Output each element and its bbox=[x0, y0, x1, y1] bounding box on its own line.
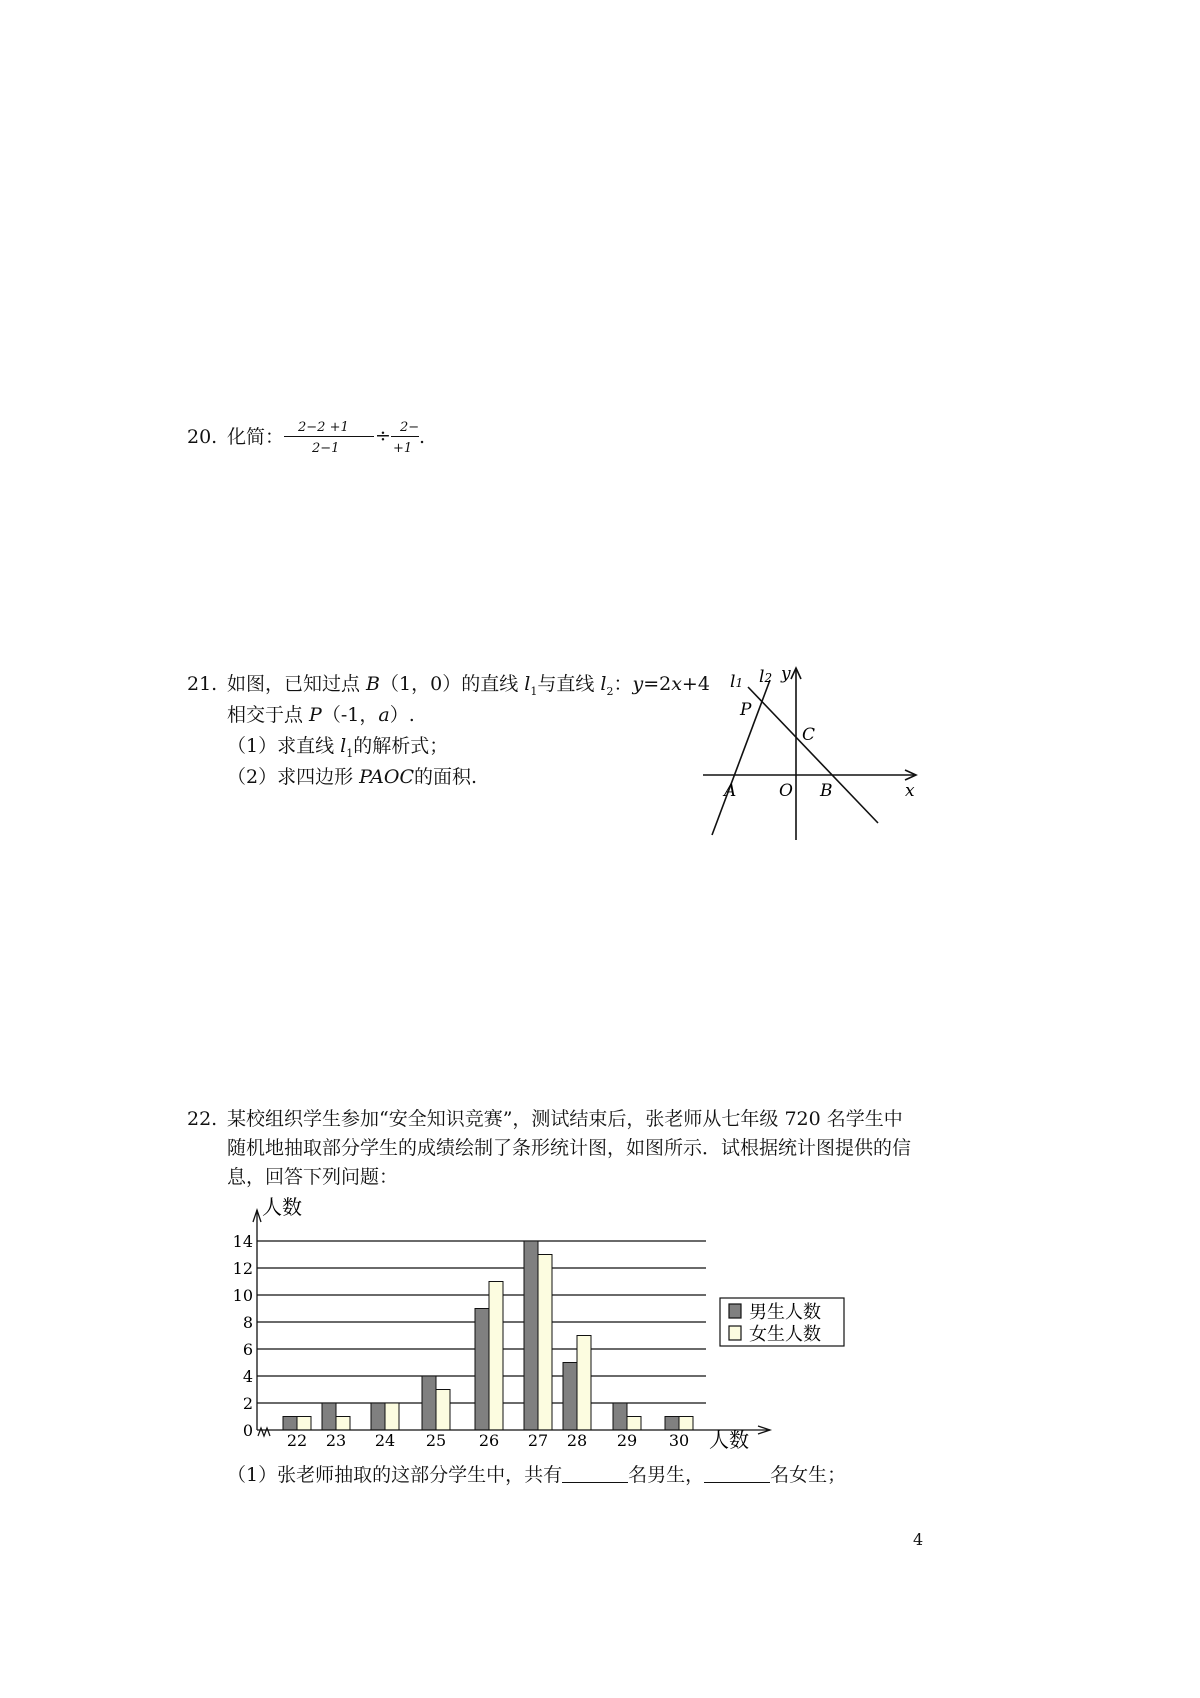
question-text-line bbox=[227, 706, 415, 725]
legend-label: 女生人数 bbox=[749, 1324, 821, 1345]
text: +4 bbox=[681, 673, 710, 695]
question-number: 22. bbox=[187, 1108, 218, 1130]
label-text: l bbox=[759, 667, 765, 687]
bar-girls bbox=[538, 1255, 552, 1431]
chart-bars bbox=[283, 1241, 693, 1430]
subscript: 1 bbox=[346, 746, 354, 760]
bar-girls bbox=[385, 1403, 399, 1430]
question-text-line bbox=[227, 675, 710, 697]
label-text: l bbox=[730, 672, 736, 692]
sub-question-2 bbox=[227, 768, 477, 787]
bar-boys bbox=[283, 1417, 297, 1431]
line-l1 bbox=[748, 687, 878, 823]
y-tick-label: 6 bbox=[242, 1340, 253, 1359]
label-point-a: A bbox=[724, 781, 737, 801]
answer-blank-boys[interactable] bbox=[562, 1466, 628, 1483]
label-point-b: B bbox=[820, 781, 833, 801]
label-origin: O bbox=[779, 781, 793, 801]
text: （1）求直线 bbox=[227, 735, 341, 757]
text: P bbox=[309, 704, 322, 726]
legend-swatch bbox=[729, 1326, 741, 1340]
bar-girls bbox=[627, 1417, 641, 1431]
x-tick-label: 26 bbox=[478, 1431, 500, 1450]
text: l bbox=[600, 673, 607, 695]
x-tick-label: 25 bbox=[425, 1431, 447, 1450]
subscript: 2 bbox=[606, 684, 614, 698]
bar-boys bbox=[475, 1309, 489, 1431]
x-tick-label: 30 bbox=[668, 1431, 690, 1450]
text: 的面积. bbox=[414, 766, 478, 788]
fraction-2-denominator: +1 bbox=[393, 441, 413, 456]
y-tick-label: 0 bbox=[242, 1421, 253, 1440]
legend-label: 男生人数 bbox=[749, 1302, 821, 1323]
fraction-2-numerator: 2− bbox=[400, 420, 420, 435]
text: ： bbox=[613, 673, 633, 695]
bar-boys bbox=[613, 1403, 627, 1430]
question-number: 20. bbox=[187, 426, 218, 448]
bar-boys bbox=[371, 1403, 385, 1430]
text: =2 bbox=[643, 673, 672, 695]
bar-girls bbox=[679, 1417, 693, 1431]
bar-boys bbox=[563, 1363, 577, 1431]
sub-question-1 bbox=[227, 1466, 846, 1485]
question-text-line: 息，回答下列问题： bbox=[227, 1166, 399, 1188]
axis-break-icon bbox=[258, 1428, 270, 1436]
y-tick-label: 8 bbox=[242, 1313, 253, 1332]
text: y bbox=[632, 673, 644, 695]
label-subscript: 1 bbox=[735, 676, 744, 690]
text: 名男生， bbox=[628, 1464, 705, 1486]
text: （1）张老师抽取的这部分学生中，共有 bbox=[227, 1464, 563, 1486]
x-tick-label: 29 bbox=[616, 1431, 638, 1450]
coordinate-figure bbox=[700, 660, 930, 845]
bar-boys bbox=[422, 1376, 436, 1430]
question-label: 化简： bbox=[227, 426, 285, 448]
x-tick-label: 27 bbox=[527, 1431, 549, 1450]
x-tick-label: 28 bbox=[566, 1431, 588, 1450]
text: B bbox=[366, 673, 381, 695]
subscript: 1 bbox=[530, 684, 538, 698]
text: PAOC bbox=[359, 766, 415, 788]
bar-boys bbox=[524, 1241, 538, 1430]
divide-sign: ÷ bbox=[375, 425, 391, 447]
question-text-line: 某校组织学生参加“安全知识竞赛”，测试结束后，张老师从七年级 720 名学生中 bbox=[227, 1108, 903, 1130]
fraction-bar bbox=[284, 436, 374, 437]
x-tick-label: 23 bbox=[325, 1431, 347, 1450]
text: 名女生； bbox=[770, 1464, 847, 1486]
fraction-bar bbox=[391, 436, 419, 437]
text: 如图，已知过点 bbox=[227, 673, 367, 695]
y-tick-label: 14 bbox=[232, 1232, 253, 1251]
bar-girls bbox=[577, 1336, 591, 1431]
fraction-1-numerator: 2−2 +1 bbox=[298, 420, 349, 435]
y-tick-label: 4 bbox=[242, 1367, 253, 1386]
label-x: x bbox=[905, 781, 915, 801]
legend-swatch bbox=[729, 1304, 741, 1318]
text: 相交于点 bbox=[227, 704, 310, 726]
text: （2）求四边形 bbox=[227, 766, 360, 788]
y-axis-label: 人数 bbox=[262, 1195, 302, 1219]
question-number: 21. bbox=[187, 673, 218, 695]
chart-legend bbox=[720, 1298, 844, 1346]
bar-boys bbox=[322, 1403, 336, 1430]
bar-girls bbox=[436, 1390, 450, 1431]
text: a bbox=[378, 704, 390, 726]
label-subscript: 2 bbox=[764, 671, 773, 685]
period: . bbox=[419, 426, 426, 448]
label-y: y bbox=[781, 664, 791, 684]
question-text-line: 随机地抽取部分学生的成绩绘制了条形统计图，如图所示．试根据统计图提供的信 bbox=[227, 1137, 912, 1159]
answer-blank-girls[interactable] bbox=[704, 1466, 770, 1483]
sub-question-1 bbox=[227, 737, 448, 759]
text: ）. bbox=[389, 704, 415, 726]
bar-chart bbox=[225, 1195, 821, 1460]
bar-girls bbox=[336, 1417, 350, 1431]
fraction-1-denominator: 2−1 bbox=[312, 441, 340, 456]
text: 的解析式； bbox=[353, 735, 449, 757]
label-point-c: C bbox=[802, 725, 816, 745]
text: 与直线 bbox=[537, 673, 601, 695]
text: （-1， bbox=[321, 704, 379, 726]
label-point-p: P bbox=[740, 700, 752, 720]
bar-girls bbox=[297, 1417, 311, 1431]
y-tick-label: 10 bbox=[232, 1286, 253, 1305]
text: l bbox=[524, 673, 531, 695]
text: l bbox=[340, 735, 347, 757]
x-tick-label: 22 bbox=[286, 1431, 308, 1450]
y-tick-label: 2 bbox=[242, 1394, 253, 1413]
page-number: 4 bbox=[913, 1530, 924, 1549]
text: （1，0）的直线 bbox=[380, 673, 525, 695]
x-axis-label: 人数 bbox=[709, 1428, 749, 1452]
label-l2 bbox=[759, 667, 772, 687]
bar-boys bbox=[665, 1417, 679, 1431]
label-l1 bbox=[730, 672, 743, 692]
bar-girls bbox=[489, 1282, 503, 1431]
x-tick-label: 24 bbox=[374, 1431, 396, 1450]
y-tick-label: 12 bbox=[232, 1259, 253, 1278]
text: x bbox=[671, 673, 682, 695]
